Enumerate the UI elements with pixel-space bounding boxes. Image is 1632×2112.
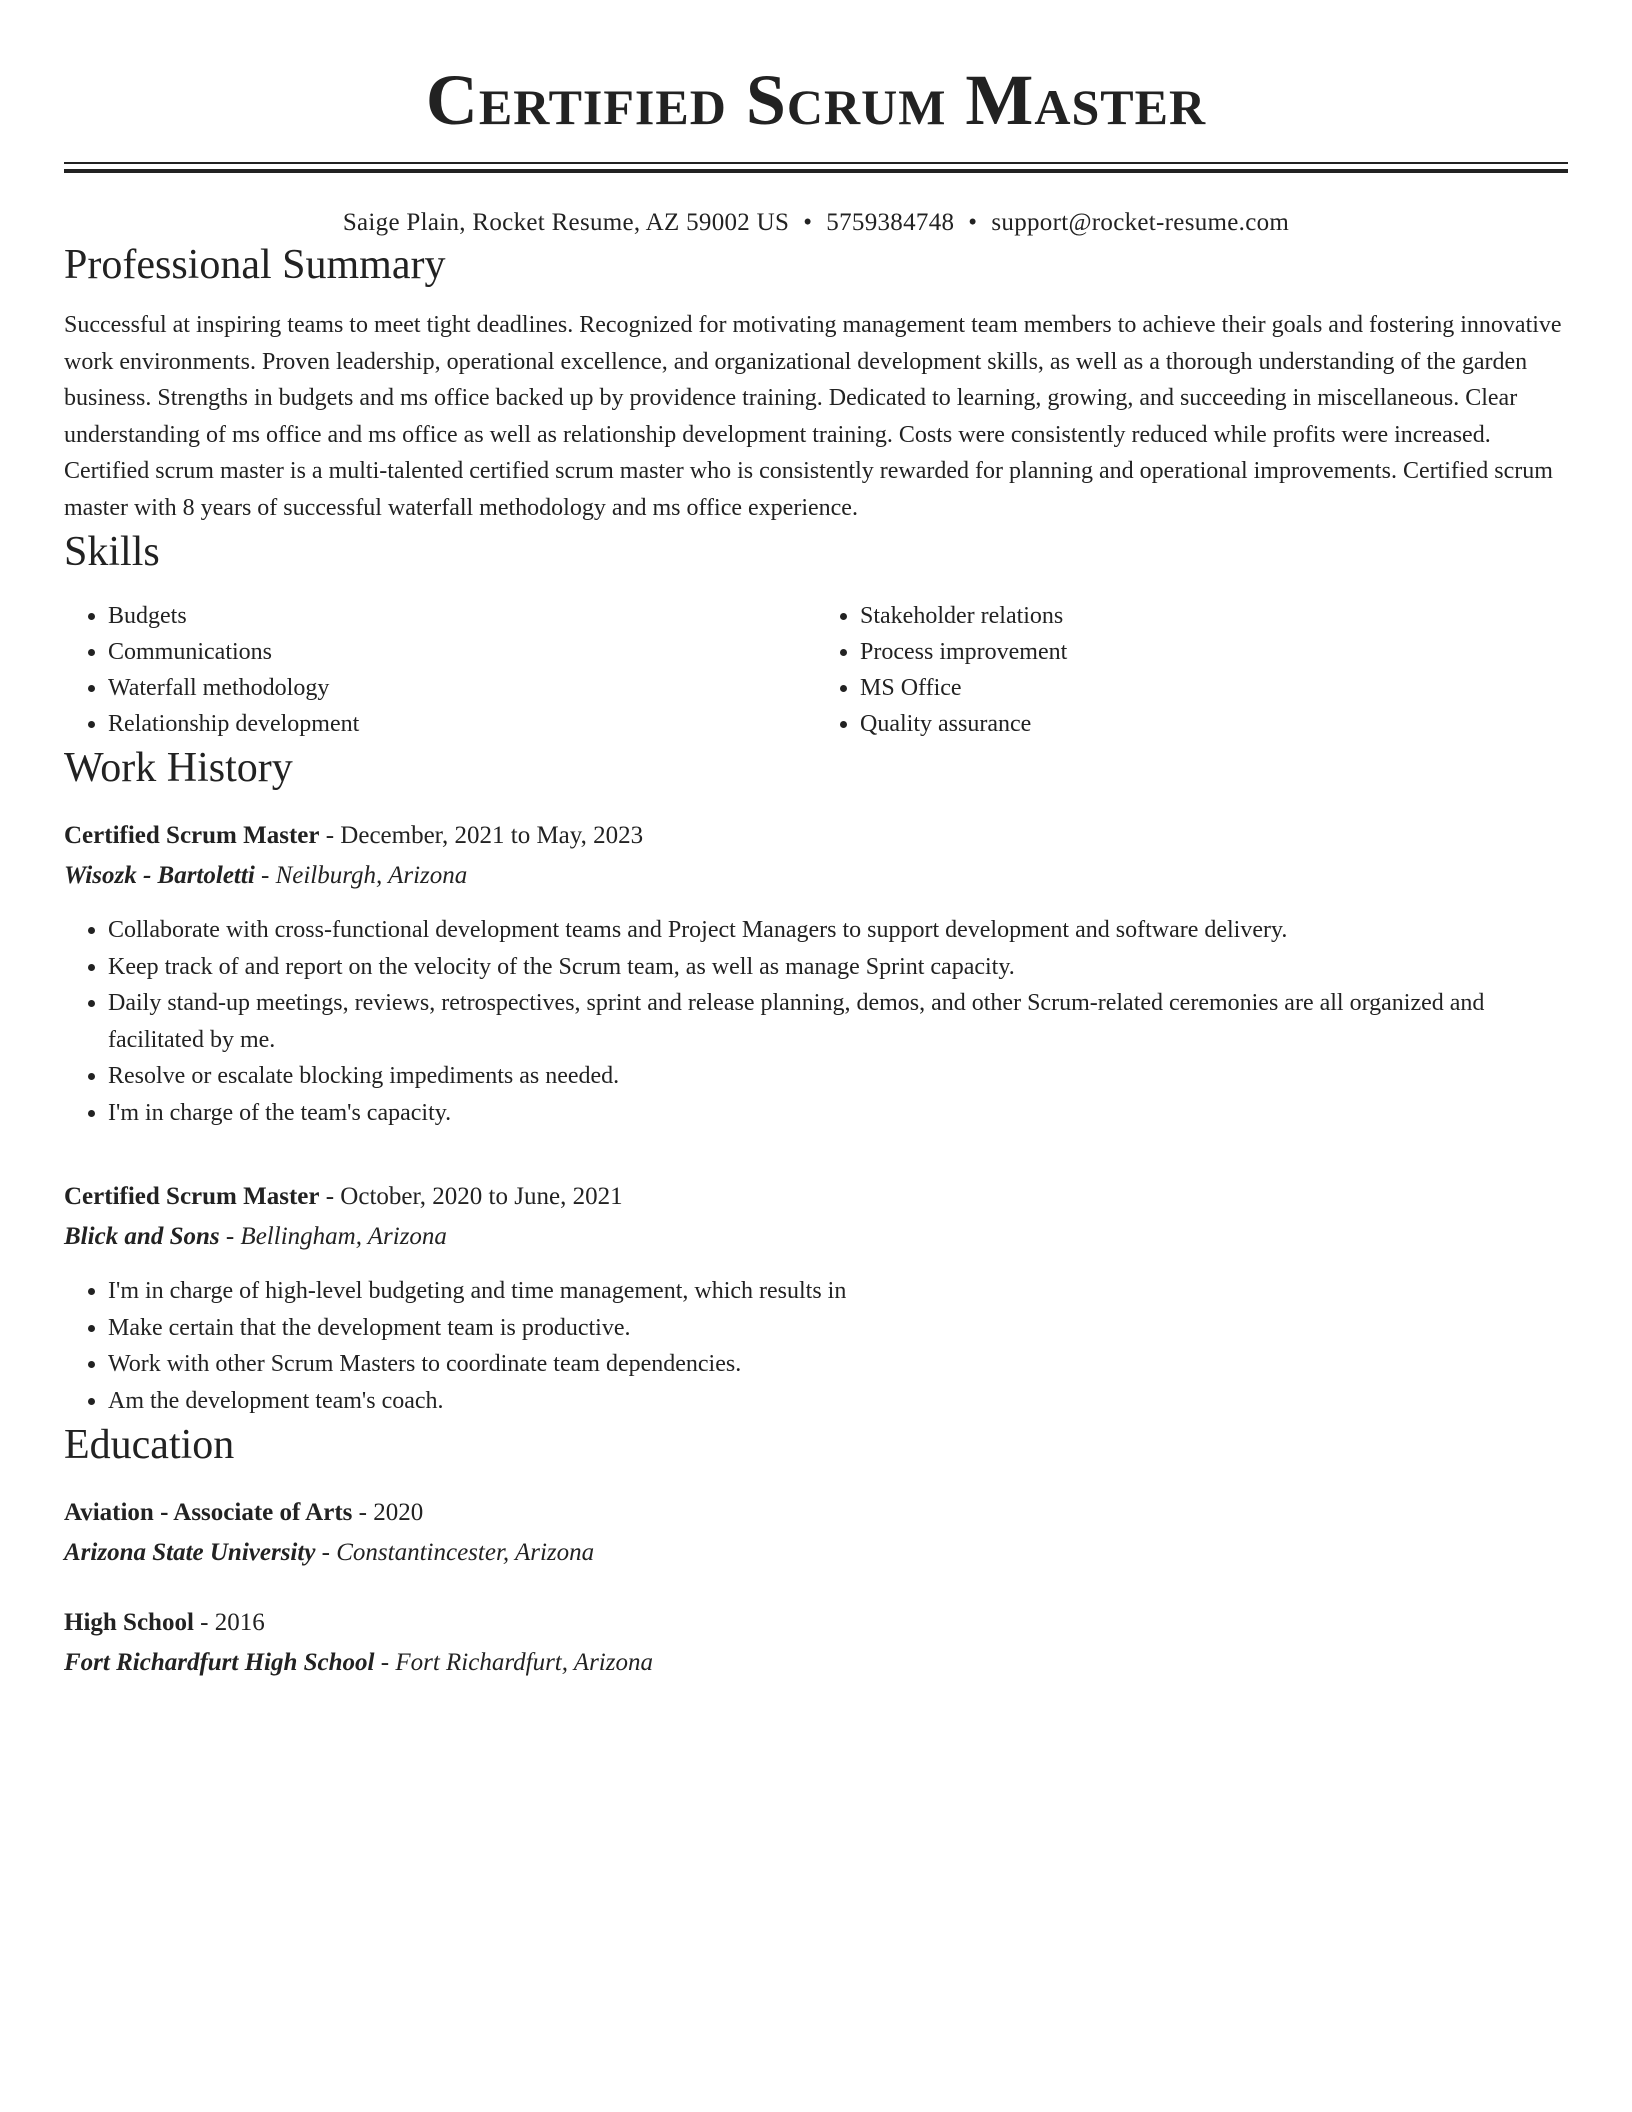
contact-line bbox=[64, 207, 1568, 239]
skill-item: • MS Office bbox=[860, 670, 1568, 706]
resume-title: Certified Scrum Master bbox=[425, 60, 1207, 140]
job-bullets bbox=[64, 912, 1568, 1131]
contact-separator: • bbox=[803, 209, 813, 236]
education-degree-line bbox=[64, 1603, 1568, 1643]
divider-thin-line bbox=[64, 162, 1568, 164]
job-company-line bbox=[64, 1217, 1568, 1257]
job-bullet: • Resolve or escalate blocking impediments as needed. bbox=[108, 1058, 1568, 1095]
education-heading: Education bbox=[64, 1422, 235, 1468]
job-bullet: • Collaborate with cross-functional development teams and Project Managers to support development and software delivery. bbox=[108, 912, 1568, 949]
job-bullet: • Daily stand-up meetings, reviews, retrospectives, sprint and release planning, demos, and other Scrum-related ceremonies are all organized and facilitated by me. bbox=[108, 985, 1568, 1058]
title-divider bbox=[64, 162, 1568, 173]
education-school-line bbox=[64, 1643, 1568, 1683]
skills-columns bbox=[64, 598, 1568, 742]
contact-separator: • bbox=[968, 209, 978, 236]
education-degree-line bbox=[64, 1493, 1568, 1533]
job-bullet: • Work with other Scrum Masters to coordinate team dependencies. bbox=[108, 1346, 1568, 1383]
job-title-line bbox=[64, 816, 1568, 856]
job-dates: - December, 2021 to May, 2023 bbox=[319, 822, 644, 849]
contact-address: Saige Plain, Rocket Resume, AZ 59002 US bbox=[342, 209, 790, 236]
job-location: - Bellingham, Arizona bbox=[219, 1223, 447, 1250]
education-degree: High School bbox=[64, 1609, 194, 1636]
skill-item: • Communications bbox=[108, 634, 816, 670]
contact-email: support@rocket-resume.com bbox=[991, 209, 1290, 236]
job-bullets bbox=[64, 1273, 1568, 1419]
job-title-line bbox=[64, 1177, 1568, 1217]
skills-list-left bbox=[64, 598, 816, 742]
job-title: Certified Scrum Master bbox=[64, 822, 320, 849]
job-company: Blick and Sons bbox=[64, 1223, 220, 1250]
education-school: Fort Richardfurt High School bbox=[64, 1649, 375, 1676]
summary-heading: Professional Summary bbox=[64, 242, 446, 288]
work-history-heading: Work History bbox=[64, 745, 293, 791]
education-location: - Fort Richardfurt, Arizona bbox=[374, 1649, 653, 1676]
job-bullet: • Am the development team's coach. bbox=[108, 1383, 1568, 1420]
job-bullet: • Keep track of and report on the velocity of the Scrum team, as well as manage Sprint capacity. bbox=[108, 949, 1568, 986]
education-year: - 2020 bbox=[352, 1499, 424, 1526]
job-company: Wisozk - Bartoletti bbox=[64, 862, 255, 889]
job-company-line bbox=[64, 856, 1568, 896]
job-bullet: • I'm in charge of the team's capacity. bbox=[108, 1095, 1568, 1132]
skills-heading: Skills bbox=[64, 529, 160, 575]
skill-item: • Quality assurance bbox=[860, 706, 1568, 742]
job-bullet: • I'm in charge of high-level budgeting and time management, which results in bbox=[108, 1273, 1568, 1310]
education-school-line bbox=[64, 1533, 1568, 1573]
education-entry bbox=[64, 1493, 1568, 1573]
job-dates: - October, 2020 to June, 2021 bbox=[319, 1183, 623, 1210]
education-location: - Constantincester, Arizona bbox=[315, 1539, 595, 1566]
job-entry bbox=[64, 816, 1568, 1131]
education-year: - 2016 bbox=[193, 1609, 265, 1636]
education-degree: Aviation - Associate of Arts bbox=[64, 1499, 353, 1526]
job-location: - Neilburgh, Arizona bbox=[254, 862, 468, 889]
divider-thick-line bbox=[64, 169, 1568, 173]
skills-list-right bbox=[816, 598, 1568, 742]
skill-item: • Stakeholder relations bbox=[860, 598, 1568, 634]
skill-item: • Waterfall methodology bbox=[108, 670, 816, 706]
skill-item: • Process improvement bbox=[860, 634, 1568, 670]
summary-text: Successful at inspiring teams to meet tight deadlines. Recognized for motivating management team members to achieve their goals and fostering innovative work environments. Proven leadership, operational excellence, and organizational development skills, as well as a thorough understanding of the garden business. Strengths in budgets and ms office backed up by providence training. Dedicated to learning, growing, and succeeding in miscellaneous. Clear understanding of ms office and ms office as well as relationship development training. Costs were consistently reduced while profits were increased. Certified scrum master is a multi-talented certified scrum master who is consistently rewarded for planning and operational improvements. Certified scrum master with 8 years of successful waterfall methodology and ms office experience. bbox=[64, 312, 1562, 521]
skill-item: • Budgets bbox=[108, 598, 816, 634]
job-bullet: • Make certain that the development team is productive. bbox=[108, 1310, 1568, 1347]
education-entry bbox=[64, 1603, 1568, 1683]
skill-item: • Relationship development bbox=[108, 706, 816, 742]
education-school: Arizona State University bbox=[64, 1539, 316, 1566]
contact-phone: 5759384748 bbox=[826, 209, 955, 236]
job-entry bbox=[64, 1177, 1568, 1419]
job-title: Certified Scrum Master bbox=[64, 1183, 320, 1210]
